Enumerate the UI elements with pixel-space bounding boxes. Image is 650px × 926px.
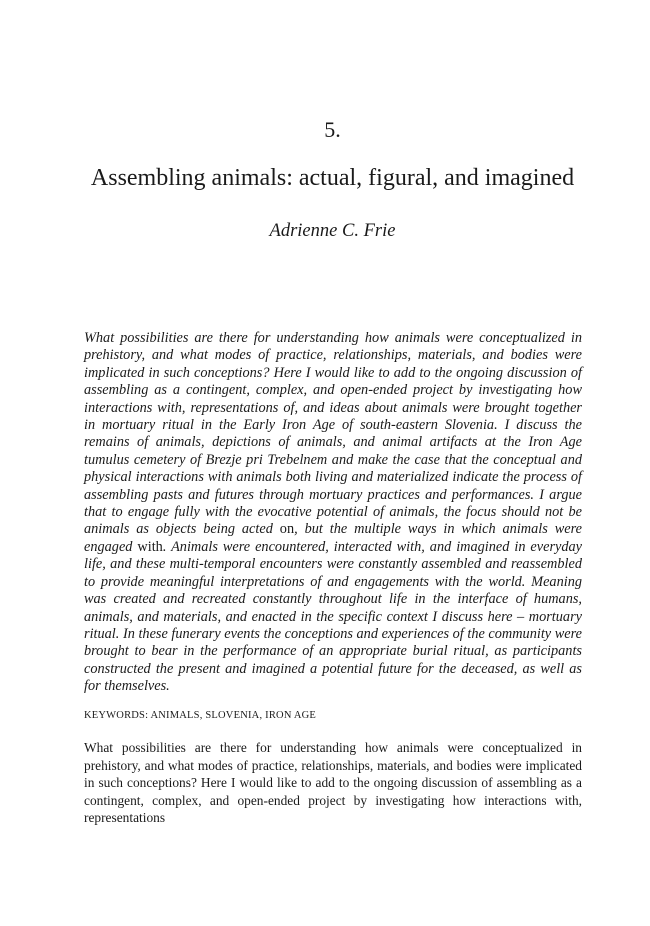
abstract-emphasis-with: with [137,538,163,555]
author-name: Adrienne C. Frie [269,221,396,241]
abstract-text-part1: What possibilities are there for understanding how animals were conceptualized in prehistory, and what modes of practice, relationships, materials, and bodies were implicated in such conceptions? Here I would like to add to the ongoing discussion of assembling as a contingent, complex, and open-ended project by investigating how interactions with, representations of, and ideas about animals were brought together in mortuary ritual in the Early Iron Age of south-eastern Slovenia. I discuss the remains of animals, depictions of animals, and animal artifacts at the Iron Age tumulus cemetery of Brezje pri Trebelnem and make the case that the conceptual and physical interactions with animals both living and materialized indicate the process of assembling pasts and futures through mortuary practices and performances. I argue that to engage fully with the evocative potential of animals, the focus should not be animals as objects being acted [84,330,582,538]
chapter-number: 5. [324,117,341,142]
abstract-text-part3: . Animals were encountered, interacted with, and imagined in everyday life, and these multi-temporal encounters were constantly assembled and reassembled to provide meaningful interpretations of and engagements with the world. Meaning was created and recreated constantly throughout life in the interface of humans, animals, and materials, and enacted in the specific context I discuss here – mortuary ritual. In these funerary events the conceptions and experiences of the community were brought to bear in the performance of an appropriate burial ritual, as participants constructed the present and imagined a potential future for the deceased, as well as for themselves. [84,538,582,695]
abstract [84,330,582,696]
keyword-item: IRON AGE [265,710,317,721]
chapter-title: Assembling animals: actual, figural, and imagined [90,165,575,191]
abstract-emphasis-on: on [279,521,295,538]
keyword-item: SLOVENIA [205,710,260,721]
keywords-line: KEYWORDS: ANIMALS, SLOVENIA, IRON AGE [84,710,317,721]
keyword-item: ANIMALS [150,710,200,721]
keywords-label: KEYWORDS: [84,710,149,721]
abstract-text-part2: , but the multiple ways in which animals were engaged [84,521,582,555]
body-paragraph: What possibilities are there for understanding how animals were conceptualized in prehistory, and what modes of practice, relationships, materials, and bodies were implicated in such conceptions? Here I would like to add to the ongoing discussion of assembling as a contingent, complex, and open-ended project by investigating how interactions with, representations [84,740,582,825]
